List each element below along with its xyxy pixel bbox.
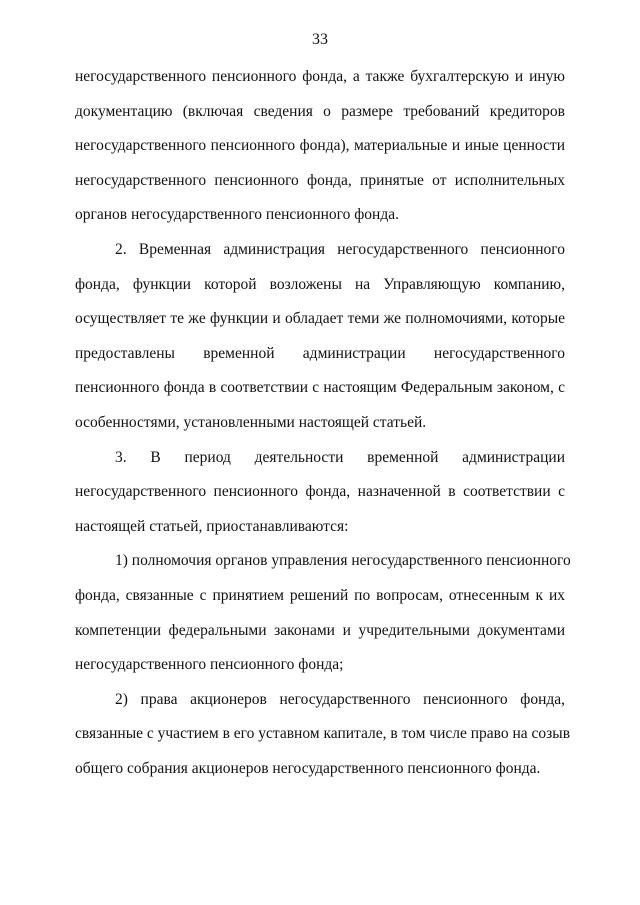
text-line: предоставлены временной администрации негосударственного [75, 344, 565, 362]
text-line: осуществляет те же функции и обладает теми же полномочиями, которые [75, 310, 565, 328]
paragraph [75, 66, 565, 239]
text-line: фонда, функции которой возложены на Управляющую компанию, [75, 275, 565, 293]
text-line: особенностями, установленными настоящей статьей. [75, 413, 427, 431]
text-line: документацию (включая сведения о размере требований кредиторов [75, 102, 565, 120]
text-line: 3. В период деятельности временной администрации [115, 448, 565, 466]
text-line: негосударственного пенсионного фонда, а также бухгалтерскую и иную [75, 68, 565, 85]
text-line: негосударственного пенсионного фонда, принятые от исполнительных [75, 171, 565, 189]
paragraph [75, 239, 565, 447]
document-body [75, 66, 571, 792]
paragraph [75, 447, 565, 551]
text-line: органов негосударственного пенсионного фонда. [75, 206, 399, 224]
text-line: фонда, связанные с принятием решений по вопросам, отнесенным к их [75, 586, 565, 604]
text-line: негосударственного пенсионного фонда), материальные и иные ценности [75, 137, 565, 155]
text-line: 2) права акционеров негосударственного пенсионного фонда, [115, 690, 565, 708]
text-line: настоящей статьей, приостанавливаются: [75, 517, 349, 535]
text-line: общего собрания акционеров негосударственного пенсионного фонда. [75, 759, 541, 777]
text-line: негосударственного пенсионного фонда, назначенной в соответствии с [75, 483, 565, 501]
text-line: пенсионного фонда в соответствии с настоящим Федеральным законом, с [75, 379, 565, 397]
text-line: компетенции федеральными законами и учредительными документами [75, 621, 565, 639]
page-number: 33 [312, 31, 328, 48]
text-line: 2. Временная администрация негосударственного пенсионного [115, 240, 565, 258]
paragraph [75, 689, 571, 793]
text-line: негосударственного пенсионного фонда; [75, 656, 344, 674]
text-line: связанные с участием в его уставном капитале, в том числе право на созыв [75, 725, 571, 743]
text-line: 1) полномочия органов управления негосударственного пенсионного [115, 552, 571, 570]
paragraph [75, 550, 571, 688]
